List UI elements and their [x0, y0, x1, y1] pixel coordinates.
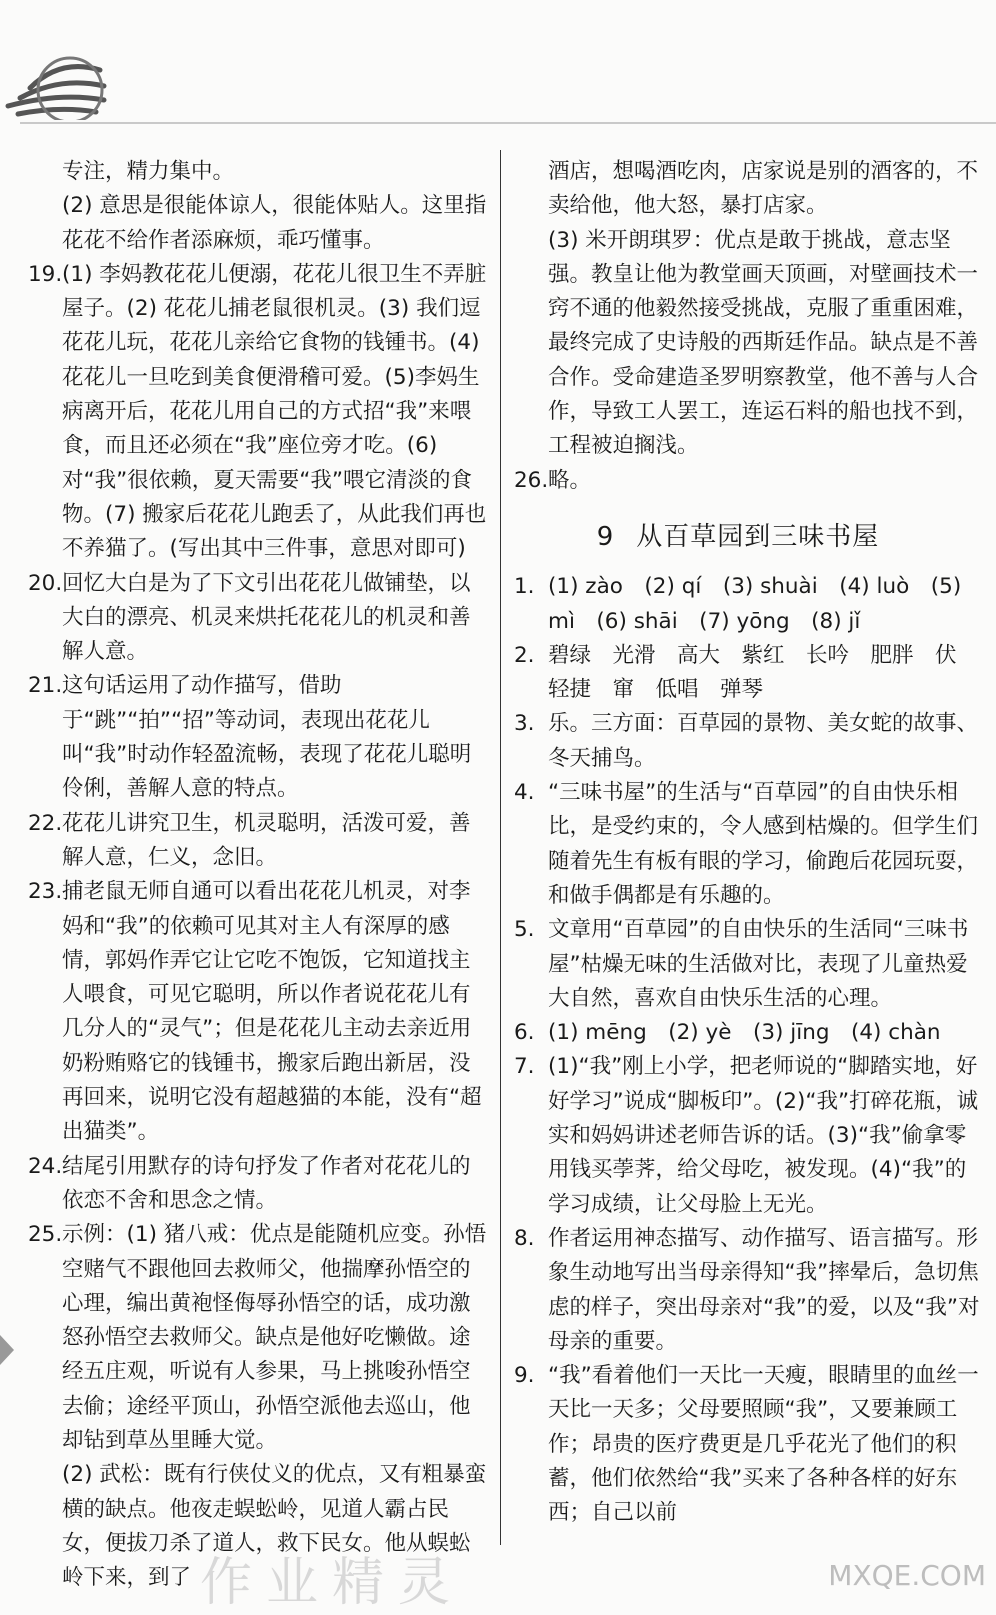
- answer-item: [514, 1222, 984, 1359]
- item-text: “我”看着他们一天比一天瘦，眼睛里的血丝一天比一天多；父母要照顾“我”，又要兼顾工作；昂贵的医疗费更是几乎花光了他们的积蓄，他们依然给“我”买来了各种各样的好东西；自己以前: [548, 1363, 979, 1526]
- text-paragraph: 专注，精力集中。: [62, 159, 235, 184]
- item-number: 19.: [28, 261, 63, 287]
- left-intro: [28, 155, 490, 258]
- item-number: 23.: [28, 879, 63, 905]
- item-text: 这句话运用了动作描写，借助于“跳”“拍”“招”等动词，表现出花花儿叫“我”时动作轻盈流畅，表现了花花儿聪明伶俐，善解人意的特点。: [62, 673, 472, 802]
- answer-item: [28, 807, 490, 876]
- section-title: 从百草园到三味书屋: [636, 521, 880, 552]
- item-number: 26.: [514, 467, 549, 493]
- item-text: (1) mēng (2) yè (3) jīng (4) chàn: [548, 1020, 941, 1046]
- text-paragraph: (2) 武松：既有行侠仗义的优点，又有粗暴蛮横的缺点。他夜走蜈蚣岭，见道人霸占民女，便拔刀杀了道人，救下民女。他从蜈蚣岭下来，到了: [62, 1462, 487, 1591]
- item-number: 7.: [514, 1054, 535, 1080]
- section-heading: [514, 520, 984, 554]
- text-paragraph: (3) 米开朗琪罗：优点是敢于挑战，意志坚强。教皇让他为教堂画天顶画，对壁画技术一窍不通的他毅然接受挑战，克服了重重困难，最终完成了史诗般的西斯廷作品。缺点是不善合作。受命建造圣罗明察教堂，他不善与人合作，导致工人罢工，连运石料的船也找不到，工程被迫搁浅。: [548, 227, 979, 459]
- item-number: 20.: [28, 570, 63, 596]
- item-text: (1)“我”刚上小学，把老师说的“脚踏实地，好好学习”说成“脚板印”。(2)“我”打碎花瓶，诚实和妈妈讲述老师告诉的话。(3)“我”偷拿零用钱买荸荠，给父母吃，被发现。(4)“我”的学习成绩，让父母脸上无光。: [548, 1054, 979, 1217]
- text-paragraph: 酒店，想喝酒吃肉，店家说是别的酒客的，不卖给他，他大怒，暴打店家。: [548, 159, 979, 219]
- item-text: 作者运用神态描写、动作描写、语言描写。形象生动地写出当母亲得知“我”摔晕后，急切焦虑的样子，突出母亲对“我”的爱，以及“我”对母亲的重要。: [548, 1225, 980, 1354]
- answer-item: [514, 913, 984, 1016]
- item-text: 捕老鼠无师自通可以看出花花儿机灵，对李妈和“我”的依赖可见其对主人有深厚的感情，郭妈作弄它让它吃不饱饭，它知道找主人喂食，可见它聪明，所以作者说花花儿有几分人的“灵气”；但是花花儿主动去亲近用奶粉贿赂它的钱锺书，搬家后跑出新居，没再回来，说明它没有超越猫的本能，没有“超出猫类”。: [62, 879, 482, 1145]
- section-number: 9: [596, 521, 615, 552]
- item-text: 文章用“百草园”的自由快乐的生活同“三味书屋”枯燥无味的生活做对比，表现了儿童热爱大自然，喜欢自由快乐生活的心理。: [548, 917, 969, 1011]
- item-number: 22.: [28, 810, 63, 836]
- item-text: 碧绿 光滑 高大 紫红 长吟 肥胖 伏 轻捷 窜 低唱 弹琴: [548, 642, 979, 703]
- item-number: 24.: [28, 1153, 63, 1179]
- item-text: 示例：(1) 猪八戒：优点是能随机应变。孙悟空赌气不跟他回去救师父，他揣摩孙悟空的心理，编出黄袍怪侮辱孙悟空的话，成功激怒孙悟空去救师父。缺点是他好吃懒做。途经五庄观，听说有人参果，马上挑唆孙悟空去偷；途经平顶山，孙悟空派他去巡山，他却钻到草丛里睡大觉。: [62, 1222, 487, 1453]
- item-number: 25.: [28, 1222, 63, 1248]
- answer-item: [514, 570, 984, 639]
- item-number: 8.: [514, 1225, 535, 1251]
- column-divider: [500, 150, 501, 1545]
- answer-item: [514, 1050, 984, 1221]
- item-number: 21.: [28, 673, 63, 699]
- item-text: “三味书屋”的生活与“百草园”的自由快乐相比，是受约束的，令人感到枯燥的。但学生们随着先生有板有眼的学习，偷跑后花园玩耍，和做手偶都是有乐趣的。: [548, 780, 979, 908]
- item-text: 乐。三方面：百草园的景物、美女蛇的故事、冬天捕鸟。: [548, 711, 979, 771]
- page-edge-arrow-icon: [0, 1335, 14, 1365]
- item-text: 结尾引用默存的诗句抒发了作者对花花儿的依恋不舍和思念之情。: [62, 1153, 471, 1213]
- answer-item: [28, 567, 490, 670]
- item-number: 4.: [514, 780, 535, 806]
- item-number: 2.: [514, 642, 535, 668]
- answer-item: [514, 776, 984, 913]
- answer-item: [514, 1016, 984, 1050]
- answer-item: [28, 875, 490, 1149]
- item-text: 回忆大白是为了下文引出花花儿做铺垫，以大白的漂亮、机灵来烘托花花儿的机灵和善解人意。: [62, 570, 471, 665]
- item-number: 1.: [514, 574, 535, 600]
- item-text: (1) 李妈教花花儿便溺，花花儿很卫生不弄脏屋子。(2) 花花儿捕老鼠很机灵。(3) 我们逗花花儿玩，花花儿亲给它食物的钱锺书。(4) 花花儿一旦吃到美食便滑稽可爱。(5)李妈生病离开后，花花儿用自己的方式招“我”来喂食，而且还必须在“我”座位旁才吃。(6) 对“我”很依赖，夏天需要“我”喂它清淡的食物。(7) 搬家后花花儿跑丢了，从此我们再也不养猫了。(写出其中三件事，意思对即可): [62, 261, 487, 562]
- item-text: (1) zào (2) qí (3) shuài (4) luò (5) mì (6) shāi (7) yōng (8) jǐ: [548, 574, 962, 634]
- item-number: 6.: [514, 1020, 535, 1046]
- right-items-list: [514, 570, 984, 1530]
- item-text: 略。: [548, 467, 592, 493]
- answer-item: [28, 258, 490, 567]
- globe-logo-icon: [0, 40, 110, 120]
- left-items-list: [28, 258, 490, 1458]
- answer-item: [28, 1150, 490, 1219]
- answer-item: [514, 464, 984, 498]
- header-rule: [20, 122, 996, 124]
- bottom-watermark: 作业精灵: [200, 1553, 465, 1613]
- item-text: 花花儿讲究卫生，机灵聪明，活泼可爱，善解人意，仁义，念旧。: [62, 810, 471, 870]
- item-number: 9.: [514, 1363, 535, 1389]
- text-paragraph: (2) 意思是很能体谅人，很能体贴人。这里指花花不给作者添麻烦，乖巧懂事。: [62, 193, 487, 253]
- answer-item: [514, 639, 984, 708]
- answer-item: [28, 1218, 490, 1458]
- right-continuation: [514, 155, 984, 464]
- item-number: 5.: [514, 917, 535, 943]
- answer-item: [28, 669, 490, 806]
- answer-item: [514, 1359, 984, 1530]
- left-column: [28, 155, 490, 1595]
- answer-item: [514, 707, 984, 776]
- right-column: [514, 155, 984, 1531]
- corner-watermark: MXQE.COM: [828, 1559, 986, 1592]
- item-number: 3.: [514, 711, 535, 737]
